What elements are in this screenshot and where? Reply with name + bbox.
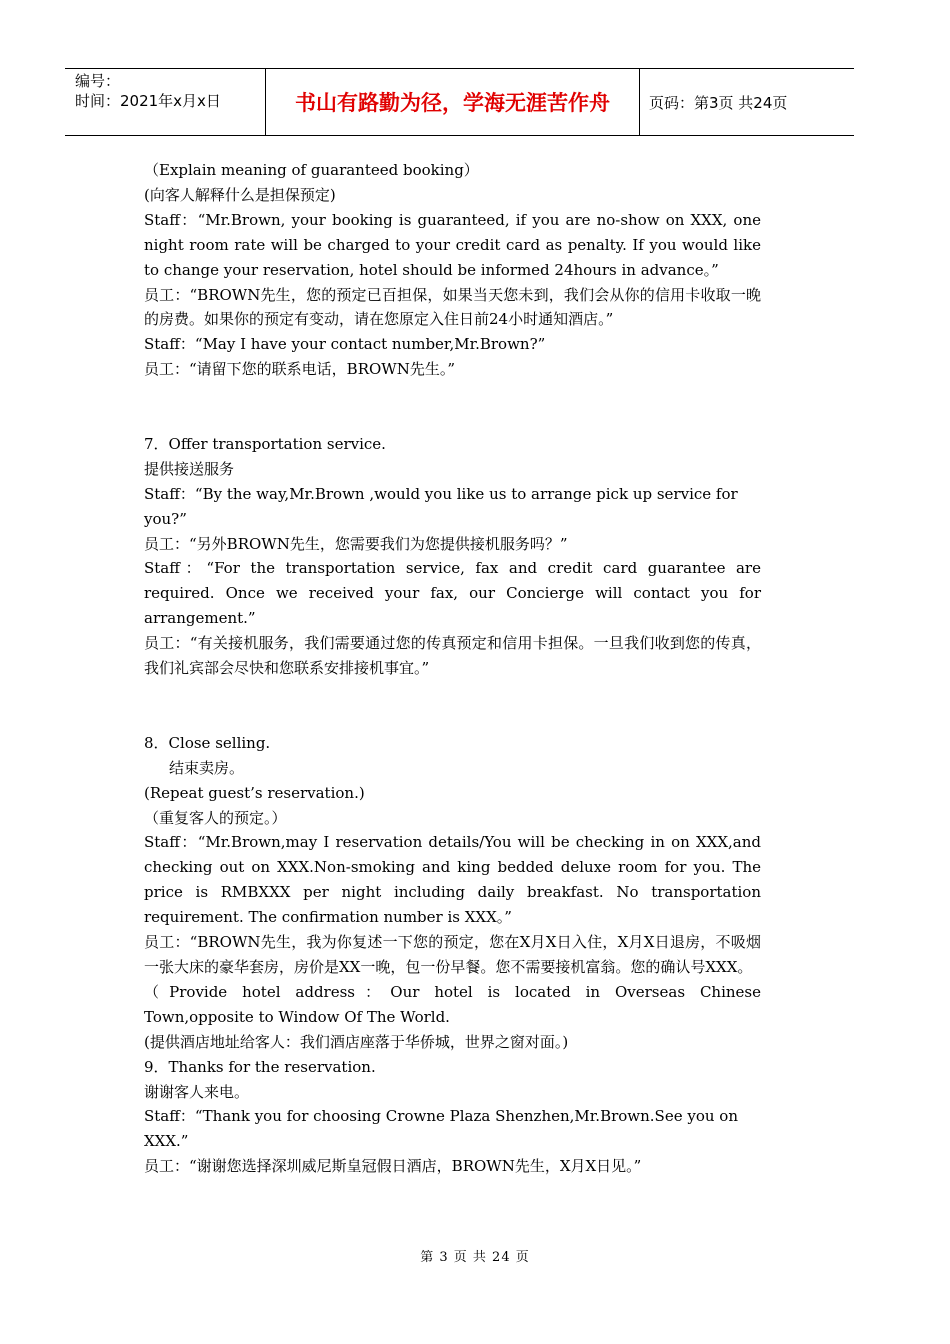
document-time-label: 时间：2021年x月x日 [75,92,221,110]
page-header [65,68,854,136]
paragraph: 员工：“谢谢您选择深圳威尼斯皇冠假日酒店，BROWN先生，X月X日见。” [144,1157,642,1176]
paragraph: 谢谢客人来电。 [144,1082,250,1101]
header-meta [65,69,266,135]
paragraph: 员工：“BROWN先生，您的预定已百担保，如果当天您未到，我们会从你的信用卡收取一晚的房费。如果你的预定有变动，请在您原定入住日前24小时通知酒店。” [144,285,761,329]
spacer [144,382,761,432]
paragraph: Staff：“Thank you for choosing Crowne Plaza Shenzhen,Mr.Brown.See you on XXX.” [144,1107,738,1151]
paragraph: （Provide hotel address：Our hotel is located in Overseas Chinese Town,opposite to Window Of The World. [144,982,761,1026]
document-number-label: 编号： [75,72,121,90]
paragraph: (向客人解释什么是担保预定) [144,185,336,204]
section-heading: 7．Offer transportation service. [144,434,386,453]
paragraph: 员工：“另外BROWN先生，您需要我们为您提供接机服务吗？” [144,534,568,553]
paragraph: (提供酒店地址给客人：我们酒店座落于华侨城，世界之窗对面。) [144,1032,569,1051]
paragraph: Staff：“By the way,Mr.Brown ,would you like us to arrange pick up service for you?” [144,484,738,528]
header-motto: 书山有路勤为径，学海无涯苦作舟 [266,69,640,135]
paragraph: Staff：“Mr.Brown, your booking is guaranteed, if you are no-show on XXX, one night room rate will be charged to your credit card as penalty. If you would like to change your reservation, hotel should be informed 24hours in advance。” [144,210,761,279]
paragraph: (Repeat guest’s reservation.) [144,783,365,802]
paragraph: 员工：“有关接机服务，我们需要通过您的传真预定和信用卡担保。一旦我们收到您的传真，我们礼宾部会尽快和您联系安排接机事宜。” [144,634,761,678]
section-heading: 8．Close selling. [144,733,271,752]
paragraph: Staff：“May I have your contact number,Mr.Brown?” [144,335,546,354]
paragraph: 员工：“BROWN先生，我为你复述一下您的预定，您在X月X日入住，X月X日退房，不吸烟一张大床的豪华套房，房价是XX一晚，包一份早餐。您不需要接机富翁。您的确认号XXX。 [144,933,761,976]
paragraph: 员工：“请留下您的联系电话，BROWN先生。” [144,360,455,379]
paragraph: （Explain meaning of guaranteed booking） [144,161,479,179]
document-body [144,158,761,1179]
paragraph: 结束卖房。 [169,758,245,777]
paragraph: Staff：“Mr.Brown,may I reservation details/You will be checking in on XXX,and checking out on XXX.Non-smoking and king bedded deluxe room for you. The price is RMBXXX per night including daily breakfast. No transportation requirement. The confirmation number is XXX。” [144,833,761,927]
paragraph: 提供接送服务 [144,459,235,478]
section-heading: 9．Thanks for the reservation. [144,1057,376,1076]
spacer [144,681,761,731]
header-page-label: 页码：第3页 共24页 [649,93,788,112]
paragraph: Staff：“For the transportation service, fax and credit card guarantee are required. Once we received your fax, our Concierge will contact you for arrangement.” [144,559,761,628]
paragraph: （重复客人的预定。） [144,808,287,827]
page-footer: 第 3 页 共 24 页 [420,1250,530,1265]
